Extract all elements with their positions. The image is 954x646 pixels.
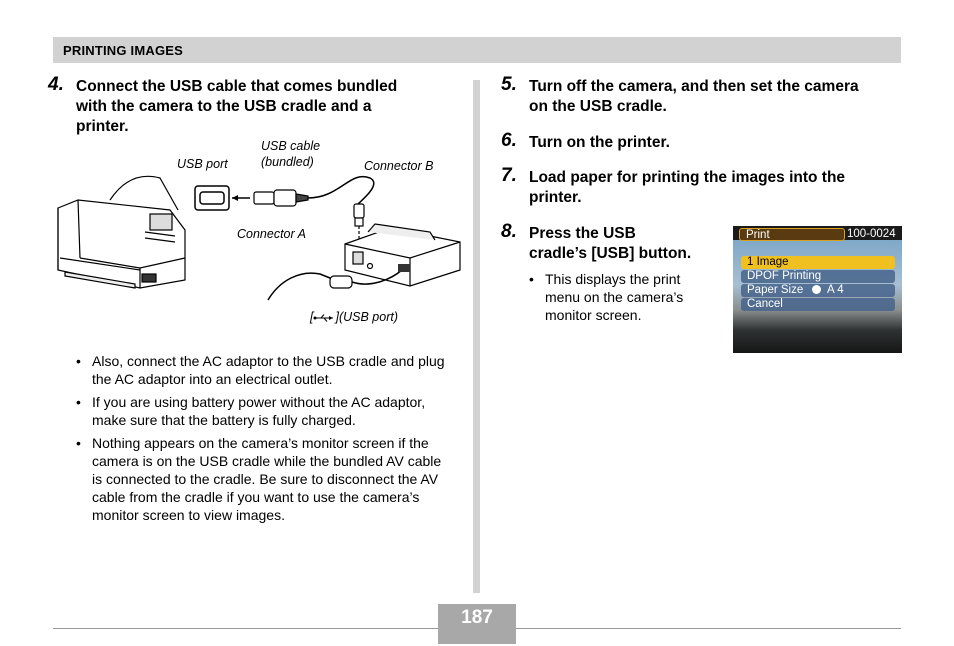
step-text-line: printer. bbox=[529, 189, 582, 206]
list-item: • If you are using battery power without the AC adaptor, make sure that the battery is fully charged. bbox=[76, 393, 446, 429]
menu-title-bar: Print bbox=[739, 228, 845, 241]
printer-illustration bbox=[58, 176, 185, 288]
step-8-notes bbox=[529, 270, 709, 329]
step-text-line: Turn on the printer. bbox=[529, 134, 670, 151]
label-usb-port: USB port bbox=[177, 157, 228, 171]
step-text-line: on the USB cradle. bbox=[529, 98, 667, 115]
menu-item: DPOF Printing bbox=[741, 270, 895, 283]
notes-list bbox=[76, 352, 446, 529]
page-number: 187 bbox=[461, 607, 493, 628]
step-number: 4. bbox=[48, 74, 64, 95]
printer-cradle-diagram bbox=[50, 170, 470, 310]
menu-item-selected: 1 Image bbox=[741, 256, 895, 269]
step-text-line: Press the USB bbox=[529, 225, 636, 242]
file-number: 100-0024 bbox=[847, 228, 896, 240]
column-divider bbox=[473, 80, 480, 593]
camera-print-menu-screen bbox=[733, 226, 902, 353]
step-number: 7. bbox=[501, 165, 517, 186]
step-text-line: Turn off the camera, and then set the camera bbox=[529, 78, 859, 95]
step-text-line: Connect the USB cable that comes bundled bbox=[76, 78, 398, 95]
label-usb-cable: USB cable bbox=[261, 139, 321, 153]
list-item: • Nothing appears on the camera’s monitor screen if the camera is on the USB cradle while the bundled AV cable is connected to the cradle. Be sure to disconnect the AV cable from the cradle if you want to use the camera’s monitor screen to view images. bbox=[76, 434, 446, 524]
usb-port-text: ](USB port) bbox=[335, 310, 398, 324]
step-7 bbox=[501, 165, 899, 208]
paper-size-label: Paper Size bbox=[747, 284, 804, 296]
menu-item-paper-size bbox=[741, 284, 895, 297]
step-text-line: with the camera to the USB cradle and a bbox=[76, 98, 372, 115]
usb-cable-line bbox=[308, 177, 374, 204]
step-number: 5. bbox=[501, 74, 517, 95]
av-cable-line bbox=[268, 273, 335, 300]
step-text-line: printer. bbox=[76, 118, 129, 135]
play-arrow-icon bbox=[812, 285, 821, 294]
step-number: 6. bbox=[501, 130, 517, 151]
step-text-line: cradle’s [USB] button. bbox=[529, 245, 692, 262]
connector-b-plug bbox=[354, 204, 364, 226]
menu-item: Cancel bbox=[741, 298, 895, 311]
label-usb-port-cradle bbox=[310, 309, 398, 325]
step-8 bbox=[501, 221, 729, 264]
step-number: 8. bbox=[501, 221, 517, 242]
step-5 bbox=[501, 74, 899, 117]
page-number-box bbox=[438, 604, 516, 644]
usb-cradle-illustration bbox=[345, 224, 460, 286]
section-header-bar bbox=[53, 37, 901, 63]
usb-symbol-icon bbox=[313, 313, 335, 323]
label-usb-cable-bundled: (bundled) bbox=[261, 155, 314, 169]
section-title: PRINTING IMAGES bbox=[63, 43, 184, 58]
step-4 bbox=[48, 74, 466, 137]
bracket-open: [ bbox=[310, 310, 314, 324]
list-item: • This displays the print menu on the camera’s monitor screen. bbox=[529, 270, 709, 324]
step-text-line: Load paper for printing the images into the bbox=[529, 169, 846, 186]
label-connector-b: Connector B bbox=[364, 159, 434, 173]
connector-a-plug bbox=[254, 190, 308, 206]
label-connector-a: Connector A bbox=[237, 227, 307, 241]
list-item: • Also, connect the AC adaptor to the USB cradle and plug the AC adaptor into an electrical outlet. bbox=[76, 352, 446, 388]
step-6 bbox=[501, 130, 899, 153]
paper-size-value: A 4 bbox=[827, 284, 844, 296]
